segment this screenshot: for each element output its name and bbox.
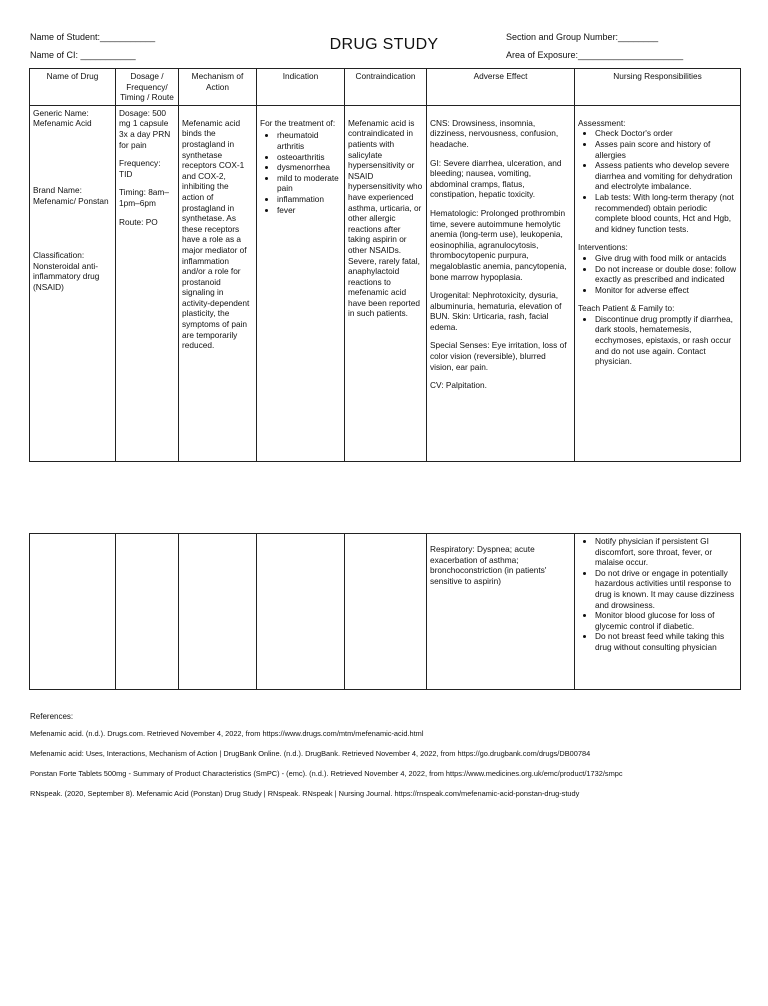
adverse-urogenital: Urogenital: Nephrotoxicity, dysuria, albuminuria, hematuria, elevation of BUN. Skin: Urticaria, rash, facial edema. bbox=[430, 290, 562, 332]
section-group-field: Section and Group Number:________ bbox=[506, 32, 659, 42]
list-item: • fever bbox=[277, 205, 341, 216]
teach-list-continued bbox=[578, 536, 737, 653]
drug-study-table bbox=[29, 68, 741, 462]
empty-cell bbox=[257, 534, 345, 690]
drug-study-table-continued bbox=[29, 533, 741, 690]
adverse-effect-cell bbox=[427, 105, 575, 461]
list-item: • Notify physician if persistent GI discomfort, sore throat, fever, or malaise occur. bbox=[595, 536, 737, 568]
reference-item: RNspeak. (2020, September 8). Mefenamic Acid (Ponstan) Drug Study | RNspeak. RNspeak | Nursing Journal. https://rnspeak.com/mefenamic-acid-ponstan-drug-study bbox=[30, 789, 580, 798]
adverse-cv: CV: Palpitation. bbox=[430, 380, 487, 391]
list-item: • Do not increase or double dose: follow exactly as prescribed and indicated bbox=[595, 264, 737, 285]
col-header-nursing: Nursing Responsibilities bbox=[575, 69, 741, 106]
contraindication-cell bbox=[345, 105, 427, 461]
list-item: • mild to moderate pain bbox=[277, 173, 341, 194]
references-section bbox=[30, 712, 745, 809]
list-item: • inflammation bbox=[277, 194, 341, 205]
list-item: • osteoarthritis bbox=[277, 152, 341, 163]
interventions-list bbox=[578, 253, 737, 295]
assessment-label: Assessment: bbox=[578, 117, 626, 128]
table-header-row bbox=[30, 69, 741, 106]
indication-list bbox=[260, 130, 341, 215]
teach-list bbox=[578, 314, 737, 367]
nursing-cell bbox=[575, 105, 741, 461]
list-item: • Asses pain score and history of allergies bbox=[595, 139, 737, 160]
adverse-special-senses: Special Senses: Eye irritation, loss of color vision (reversible), blurred vision, ear pain. bbox=[430, 340, 567, 372]
assessment-list bbox=[578, 128, 737, 234]
indication-cell bbox=[257, 105, 345, 461]
table-row bbox=[30, 534, 741, 690]
adverse-hematologic: Hematologic: Prolonged prothrombin time, severe autoimmune hemolytic anemia (long-term use), leukopenia, eosinophilia, agranulocytosis, thrombocytopenic purpura, megaloblastic anemia, pancytopenia, bone marrow hypoplasia. bbox=[430, 207, 567, 282]
table-row bbox=[30, 105, 741, 461]
list-item: • Discontinue drug promptly if diarrhea, dark stools, hematemesis, ecchymoses, epistaxis, or rash occur and do not use again. Contact physician. bbox=[595, 314, 737, 367]
list-item: • rheumatoid arthritis bbox=[277, 130, 341, 151]
col-header-contraindication: Contraindication bbox=[345, 69, 427, 106]
col-header-indication: Indication bbox=[257, 69, 345, 106]
indication-intro: For the treatment of: bbox=[260, 117, 336, 128]
frequency-text: Frequency: TID bbox=[119, 158, 161, 179]
col-header-mechanism: Mechanism of Action bbox=[179, 69, 257, 106]
page-title: DRUG STUDY bbox=[329, 36, 439, 53]
dosage-text: Dosage: 500 mg 1 capsule 3x a day PRN for pain bbox=[119, 107, 171, 150]
col-header-dosage: Dosage / Frequency/ Timing / Route bbox=[116, 69, 179, 106]
list-item: • Do not drive or engage in potentially hazardous activities until response to drug is known. It may cause dizziness and drowsiness. bbox=[595, 568, 737, 610]
col-header-adverse-effect: Adverse Effect bbox=[427, 69, 575, 106]
list-item: • Assess patients who develop severe diarrhea and vomiting for dehydration and electrolyte imbalance. bbox=[595, 160, 737, 192]
generic-name: Generic Name: Mefenamic Acid bbox=[33, 107, 92, 129]
list-item: • Monitor for adverse effect bbox=[595, 285, 737, 296]
empty-cell bbox=[30, 534, 116, 690]
drug-classification: Classification: Nonsteroidal anti-inflammatory drug (NSAID) bbox=[33, 250, 100, 292]
list-item: • dysmenorrhea bbox=[277, 162, 341, 173]
list-item: • Monitor blood glucose for loss of glycemic control if diabetic. bbox=[595, 610, 737, 631]
student-name-field: Name of Student:___________ bbox=[30, 32, 156, 42]
empty-cell bbox=[179, 534, 257, 690]
clinical-instructor-field: Name of CI: ___________ bbox=[30, 50, 136, 60]
empty-cell bbox=[116, 534, 179, 690]
references-heading: References: bbox=[30, 712, 74, 721]
mechanism-cell bbox=[179, 105, 257, 461]
adverse-effect-cell bbox=[427, 534, 575, 690]
reference-item: Ponstan Forte Tablets 500mg - Summary of Product Characteristics (SmPC) - (emc). (n.d.). Retrieved November 4, 2022, from https://www.medicines.org.uk/emc/product/1732/smpc bbox=[30, 769, 623, 778]
dosage-cell bbox=[116, 105, 179, 461]
area-of-exposure-field: Area of Exposure:_____________________ bbox=[506, 50, 684, 60]
adverse-gi: GI: Severe diarrhea, ulceration, and bleeding; nausea, vomiting, abdominal cramps, flatus, constipation, hepatic toxicity. bbox=[430, 157, 562, 200]
contraindication-text: Mefenamic acid is contraindicated in patients with salicylate hypersensitivity or NSAID hypersensitivity who have experienced asthma, urticaria, or other allergic reactions after taking aspirin or other NSAIDs. Severe, rarely fatal, anaphylactoid reactions to mefenamic acid have been reported in such patients. bbox=[348, 117, 423, 319]
list-item: • Do not breast feed while taking this drug without consulting physician bbox=[595, 631, 737, 652]
adverse-cns: CNS: Drowsiness, insomnia, dizziness, nervousness, confusion, headache. bbox=[430, 117, 559, 149]
timing-text: Timing: 8am–1pm–6pm bbox=[119, 187, 169, 208]
route-text: Route: PO bbox=[119, 216, 158, 227]
brand-name: Brand Name: Mefenamic/ Ponstan bbox=[33, 184, 109, 206]
adverse-respiratory: Respiratory: Dyspnea; acute exacerbation of asthma; bronchoconstriction (in patients' sensitive to aspirin) bbox=[430, 544, 547, 586]
empty-cell bbox=[345, 534, 427, 690]
list-item: • Lab tests: With long-term therapy (not recommended) obtain periodic complete blood counts, Hct and Hgb, and kidney function tests. bbox=[595, 192, 737, 234]
mechanism-text: Mefenamic acid binds the prostagland in synthetase receptors COX-1 and COX-2, inhibiting the action of prostagland in synthetase. As these receptors have a role as a major mediator of inflammation and/or a role for prostanoid signaling in activity-dependent plasticity, the symptoms of pain are temporarily reduced. bbox=[182, 117, 250, 351]
list-item: • Give drug with food milk or antacids bbox=[595, 253, 737, 264]
reference-item: Mefenamic acid. (n.d.). Drugs.com. Retrieved November 4, 2022, from https://www.drugs.com/mtm/mefenamic-acid.html bbox=[30, 729, 424, 738]
teach-label: Teach Patient & Family to: bbox=[578, 303, 675, 314]
interventions-label: Interventions: bbox=[578, 242, 628, 253]
drug-name-cell bbox=[30, 105, 116, 461]
reference-item: Mefenamic acid: Uses, Interactions, Mechanism of Action | DrugBank Online. (n.d.). DrugBank. Retrieved November 4, 2022, from https://go.drugbank.com/drugs/DB00784 bbox=[30, 749, 591, 758]
list-item: • Check Doctor's order bbox=[595, 128, 737, 139]
col-header-drug-name: Name of Drug bbox=[30, 69, 116, 106]
nursing-cell bbox=[575, 534, 741, 690]
